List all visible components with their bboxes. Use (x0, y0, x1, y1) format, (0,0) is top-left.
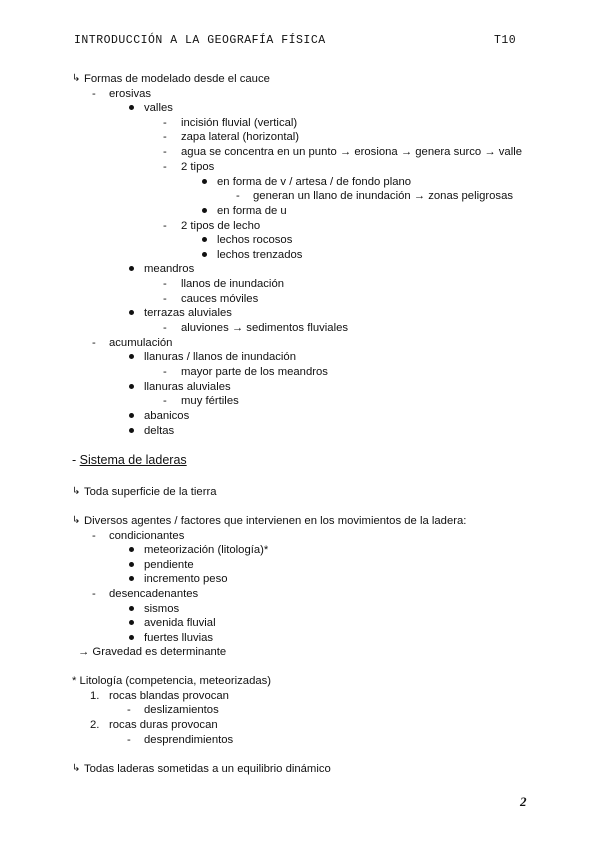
arrow-icon: ↳ (72, 515, 81, 526)
dash-marker: - (163, 146, 167, 158)
bullet-icon (202, 237, 207, 242)
paragraph: * Litología (competencia, meteorizadas) (72, 675, 272, 687)
list-item: rocas duras provocan (109, 719, 218, 731)
dash-marker: - (163, 278, 167, 290)
list-item: 2 tipos de lecho (181, 220, 261, 232)
list-item: en forma de v / artesa / de fondo plano (217, 176, 412, 188)
arrow-icon: ↳ (72, 486, 81, 497)
list-item: fuertes lluvias (144, 632, 214, 644)
dash-marker: - (92, 588, 96, 600)
list-item: 2 tipos (181, 161, 215, 173)
list-item: erosivas (109, 88, 152, 100)
bullet-icon (129, 547, 134, 552)
list-item: llanos de inundación (181, 278, 285, 290)
section-title-text: Sistema de laderas (79, 453, 187, 467)
dash-marker: - (163, 220, 167, 232)
bullet-icon (129, 105, 134, 110)
bullet-icon (129, 576, 134, 581)
list-item: cauces móviles (181, 293, 259, 305)
header-code: T10 (494, 34, 517, 47)
list-item: meteorización (litología)* (144, 544, 269, 556)
dash-marker: - (236, 190, 240, 202)
section-title (72, 453, 187, 467)
bullet-icon (129, 562, 134, 567)
paragraph: Toda superficie de la tierra (84, 486, 217, 498)
list-item: pendiente (144, 559, 194, 571)
list-item: incremento peso (144, 573, 228, 585)
dash-marker: - (163, 322, 167, 334)
paragraph: Diversos agentes / factores que intervienen en los movimientos de la ladera: (84, 515, 467, 527)
bullet-icon (129, 384, 134, 389)
dash-marker: - (92, 337, 96, 349)
list-item: lechos trenzados (217, 249, 303, 261)
paragraph: Todas laderas sometidas a un equilibrio dinámico (84, 763, 331, 775)
list-item: generan un llano de inundación → zonas peligrosas (253, 190, 514, 202)
list-item: meandros (144, 263, 195, 275)
list-item: sismos (144, 603, 180, 615)
bullet-icon (202, 208, 207, 213)
list-item: aluviones → sedimentos fluviales (181, 322, 349, 334)
list-item: llanuras / llanos de inundación (144, 351, 296, 363)
bullet-icon (129, 620, 134, 625)
dash-marker: - (92, 530, 96, 542)
list-item: deltas (144, 425, 175, 437)
dash-marker: - (163, 117, 167, 129)
list-number: 1. (90, 690, 100, 702)
bullet-icon (129, 606, 134, 611)
list-item: deslizamientos (144, 704, 219, 716)
bullet-icon (129, 354, 134, 359)
bullet-icon (202, 179, 207, 184)
list-item: abanicos (144, 410, 190, 422)
list-item: avenida fluvial (144, 617, 216, 629)
list-item: valles (144, 102, 173, 114)
bullet-icon (129, 266, 134, 271)
bullet-icon (129, 310, 134, 315)
dash-marker: - (127, 704, 131, 716)
list-item: muy fértiles (181, 395, 239, 407)
dash-marker: - (163, 293, 167, 305)
dash-marker: - (163, 131, 167, 143)
dash-marker: - (127, 734, 131, 746)
list-item: desprendimientos (144, 734, 234, 746)
list-item: terrazas aluviales (144, 307, 232, 319)
page-number: 2 (520, 794, 527, 809)
list-item: lechos rocosos (217, 234, 293, 246)
list-item: llanuras aluviales (144, 381, 231, 393)
bullet-icon (129, 413, 134, 418)
bullet-icon (129, 635, 134, 640)
arrow-icon: ↳ (72, 73, 81, 84)
dash-marker: - (163, 161, 167, 173)
list-item: en forma de u (217, 205, 287, 217)
list-item: acumulación (109, 337, 173, 349)
list-number: 2. (90, 719, 100, 731)
list-item: incisión fluvial (vertical) (181, 117, 298, 129)
list-item: rocas blandas provocan (109, 690, 229, 702)
bullet-icon (129, 428, 134, 433)
header-course: INTRODUCCIÓN A LA GEOGRAFÍA FÍSICA (74, 34, 326, 47)
list-item: condicionantes (109, 530, 185, 542)
section-heading: Formas de modelado desde el cauce (84, 73, 270, 85)
arrow-icon: ↳ (72, 763, 81, 774)
dash-marker: - (163, 395, 167, 407)
dash-marker: - (92, 88, 96, 100)
bullet-icon (202, 252, 207, 257)
list-item: zapa lateral (horizontal) (181, 131, 300, 143)
list-item: desencadenantes (109, 588, 199, 600)
list-item: agua se concentra en un punto → erosiona → genera surco → valle (181, 146, 522, 158)
list-item: mayor parte de los meandros (181, 366, 328, 378)
dash-marker: - (163, 366, 167, 378)
title-dash: - (72, 453, 77, 467)
paragraph: → Gravedad es determinante (78, 646, 227, 658)
